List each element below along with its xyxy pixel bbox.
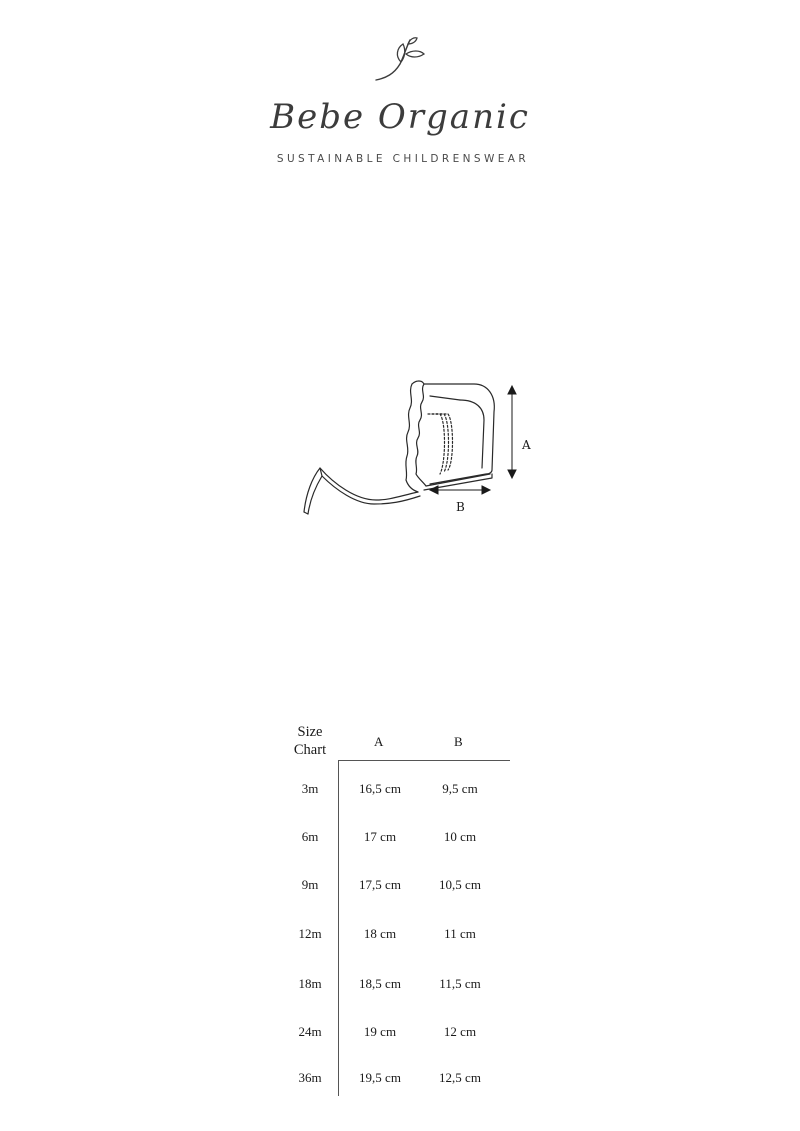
row-value-b: 11,5 cm — [439, 976, 481, 991]
table-row — [280, 877, 520, 895]
row-value-b: 10,5 cm — [439, 877, 481, 892]
row-value-a: 16,5 cm — [359, 781, 401, 796]
row-size: 36m — [298, 1070, 322, 1085]
table-row — [280, 781, 520, 799]
row-value-a: 18,5 cm — [359, 976, 401, 991]
size-chart-header — [280, 723, 340, 759]
brand-logo-wordmark — [0, 94, 800, 144]
row-value-a: 17,5 cm — [359, 877, 401, 892]
row-size: 18m — [298, 976, 322, 991]
row-size: 3m — [301, 781, 319, 796]
column-header-b: B — [454, 734, 463, 749]
size-chart-table — [280, 720, 520, 1100]
row-value-b: 9,5 cm — [442, 781, 478, 796]
row-value-b: 10 cm — [443, 829, 477, 844]
row-value-a: 18 cm — [363, 926, 397, 941]
row-value-a: 17 cm — [363, 829, 397, 844]
row-size: 6m — [301, 829, 319, 844]
table-row — [280, 976, 520, 994]
row-value-b: 12 cm — [443, 1024, 477, 1039]
row-size: 24m — [298, 1024, 322, 1039]
row-value-a: 19 cm — [363, 1024, 397, 1039]
table-row — [280, 1024, 520, 1042]
row-size: 9m — [301, 877, 319, 892]
header-divider — [338, 760, 510, 761]
row-value-b: 12,5 cm — [439, 1070, 481, 1085]
leaf-logo-icon — [370, 34, 430, 86]
row-size: 12m — [298, 926, 322, 941]
brand-name-text: Bebe Organic — [270, 97, 530, 137]
dimension-a-label: A — [522, 438, 531, 452]
column-header-a: A — [374, 734, 384, 749]
brand-tagline: SUSTAINABLE CHILDRENSWEAR — [276, 153, 530, 165]
table-row — [280, 1070, 520, 1088]
dimension-b-label: B — [456, 500, 465, 514]
table-row — [280, 926, 520, 944]
table-row — [280, 829, 520, 847]
size-chart-header-line1: Size — [297, 724, 323, 740]
row-value-a: 19,5 cm — [359, 1070, 401, 1085]
size-chart-header-line2: Chart — [293, 742, 327, 758]
row-value-b: 11 cm — [444, 926, 476, 941]
bonnet-diagram — [290, 372, 550, 532]
